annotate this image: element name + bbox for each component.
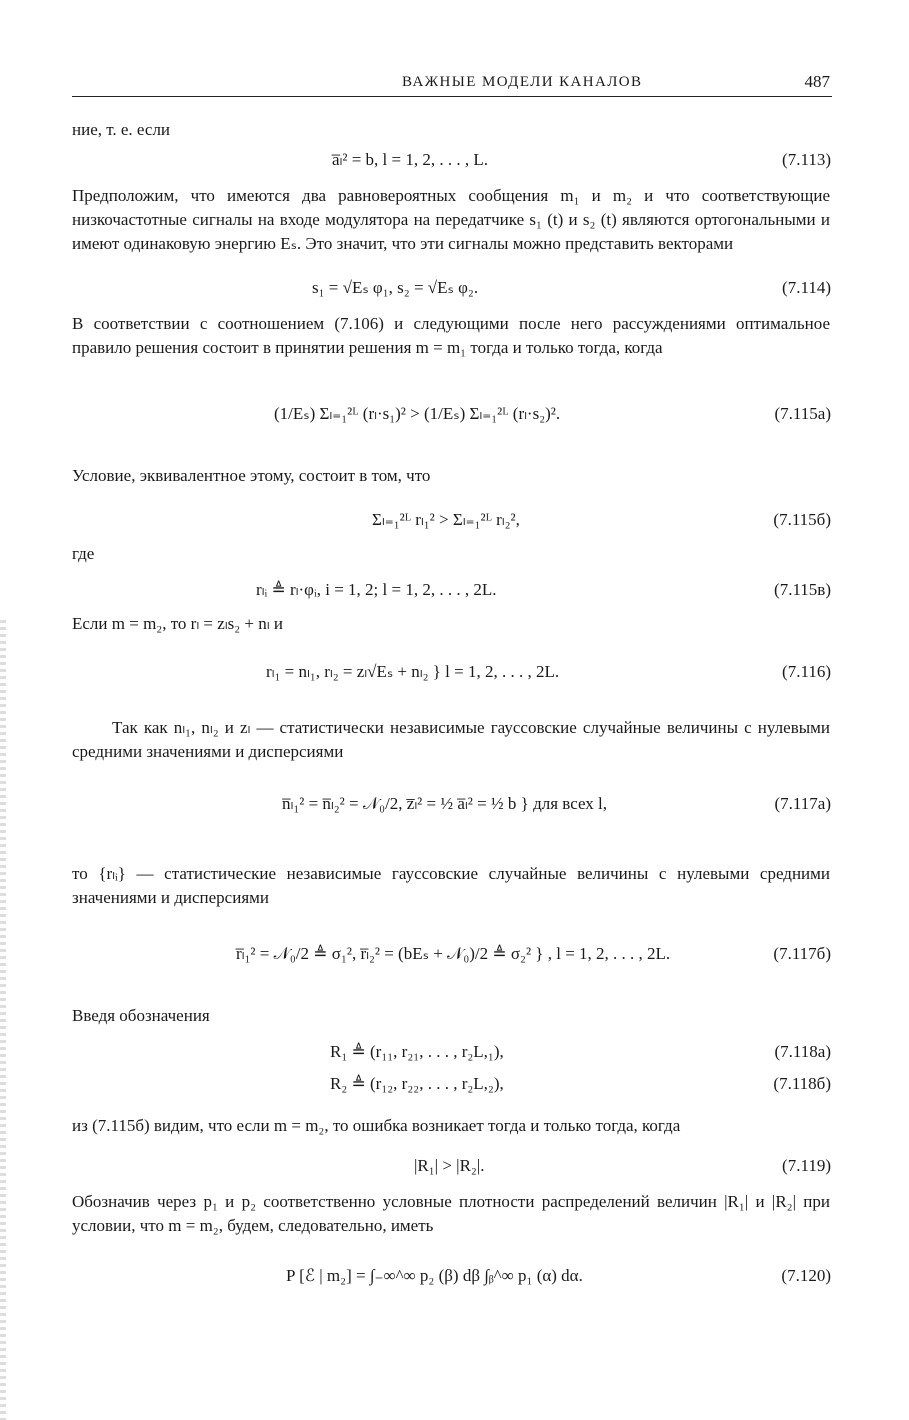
paragraph-1: ние, т. е. если xyxy=(72,120,171,139)
equation-7-114: s₁ = √Eₛ φ₁, s₂ = √Eₛ φ₂. xyxy=(312,278,479,297)
equation-number-7-115b: (7.115б) xyxy=(773,510,831,529)
equation-7-120: P [ℰ | m₂] = ∫₋∞^∞ p₂ (β) dβ ∫ᵦ^∞ p₁ (α) dα. xyxy=(286,1266,583,1285)
equation-7-115v: rₗᵢ ≜ rₗ·φᵢ, i = 1, 2; l = 1, 2, . . . , 2L. xyxy=(256,580,497,599)
paragraph-4: Условие, эквивалентное этому, состоит в том, что xyxy=(72,466,431,485)
equation-number-7-115v: (7.115в) xyxy=(774,580,831,599)
equation-7-118a: R₁ ≜ (r₁₁, r₂₁, . . . , r₂L,₁), xyxy=(330,1042,504,1061)
equation-7-117b: r̅ₗ₁² = 𝒩₀/2 ≜ σ₁², r̅ₗ₂² = (bEₛ + 𝒩₀)/2 ≜ σ₂² } , l = 1, 2, . . . , 2L. xyxy=(236,944,671,963)
paragraph-10: из (7.115б) видим, что если m = m₂, то ошибка возникает тогда и только тогда, когда xyxy=(72,1116,681,1135)
paragraph-7: Так как nₗ₁, nₗ₂ и zₗ — статистически независимые гауссовские случайные величины с нулевыми средними значениями и дисперсиями xyxy=(72,718,830,761)
paragraph-8: то {rₗᵢ} — статистические независимые гауссовские случайные величины с нулевыми средними значениями и дисперсиями xyxy=(72,864,830,907)
paragraph-2: Предположим, что имеются два равновероятных сообщения m₁ и m₂ и что соответствующие низкочастотные сигналы на входе модулятора на передатчике s₁ (t) и s₂ (t) являются ортогональными и имеют одинаковую энергию Eₛ. Это значит, что эти сигналы можно представить векторами xyxy=(72,186,830,253)
equation-7-115b: Σₗ₌₁²ᴸ rₗ₁² > Σₗ₌₁²ᴸ rₗ₂², xyxy=(372,510,520,529)
equation-number-7-116: (7.116) xyxy=(782,662,831,681)
equation-number-7-114: (7.114) xyxy=(782,278,831,297)
equation-7-116: rₗ₁ = nₗ₁, rₗ₂ = zₗ√Eₛ + nₗ₂ } l = 1, 2, . . . , 2L. xyxy=(266,662,560,681)
equation-7-113: a̅ₗ² = b, l = 1, 2, . . . , L. xyxy=(332,150,488,169)
equation-7-119: |R₁| > |R₂|. xyxy=(414,1156,485,1175)
equation-7-117a: n̅ₗ₁² = n̅ₗ₂² = 𝒩₀/2, z̅ₗ² = ½ a̅ₗ² = ½ b } для всех l, xyxy=(282,794,607,813)
page-header xyxy=(72,72,832,97)
running-title: ВАЖНЫЕ МОДЕЛИ КАНАЛОВ xyxy=(402,74,643,90)
scan-edge-artifact xyxy=(0,620,6,1420)
paragraph-9: Введя обозначения xyxy=(72,1006,210,1025)
equation-7-115a: (1/Eₛ) Σₗ₌₁²ᴸ (rₗ·s₁)² > (1/Eₛ) Σₗ₌₁²ᴸ (rₗ·s₂)². xyxy=(274,404,561,423)
equation-number-7-118a: (7.118а) xyxy=(774,1042,831,1061)
paragraph-6: Если m = m₂, то rₗ = zₗs₂ + nₗ и xyxy=(72,614,283,633)
equation-number-7-115a: (7.115а) xyxy=(774,404,831,423)
equation-number-7-117b: (7.117б) xyxy=(773,944,831,963)
page-number: 487 xyxy=(804,72,830,91)
equation-number-7-119: (7.119) xyxy=(782,1156,831,1175)
paragraph-11: Обозначив через p₁ и p₂ соответственно условные плотности распределений величин |R₁| и |R₂| при условии, что m = m₂, будем, следовательно, иметь xyxy=(72,1192,830,1235)
equation-number-7-113: (7.113) xyxy=(782,150,831,169)
paragraph-5: где xyxy=(72,544,95,563)
equation-7-118b: R₂ ≜ (r₁₂, r₂₂, . . . , r₂L,₂), xyxy=(330,1074,504,1093)
paragraph-3: В соответствии с соотношением (7.106) и следующими после него рассуждениями оптимальное правило решения состоит в принятии решения m = m₁ тогда и только тогда, когда xyxy=(72,314,830,357)
equation-number-7-118b: (7.118б) xyxy=(773,1074,831,1093)
equation-number-7-120: (7.120) xyxy=(781,1266,831,1285)
equation-number-7-117a: (7.117а) xyxy=(774,794,831,813)
